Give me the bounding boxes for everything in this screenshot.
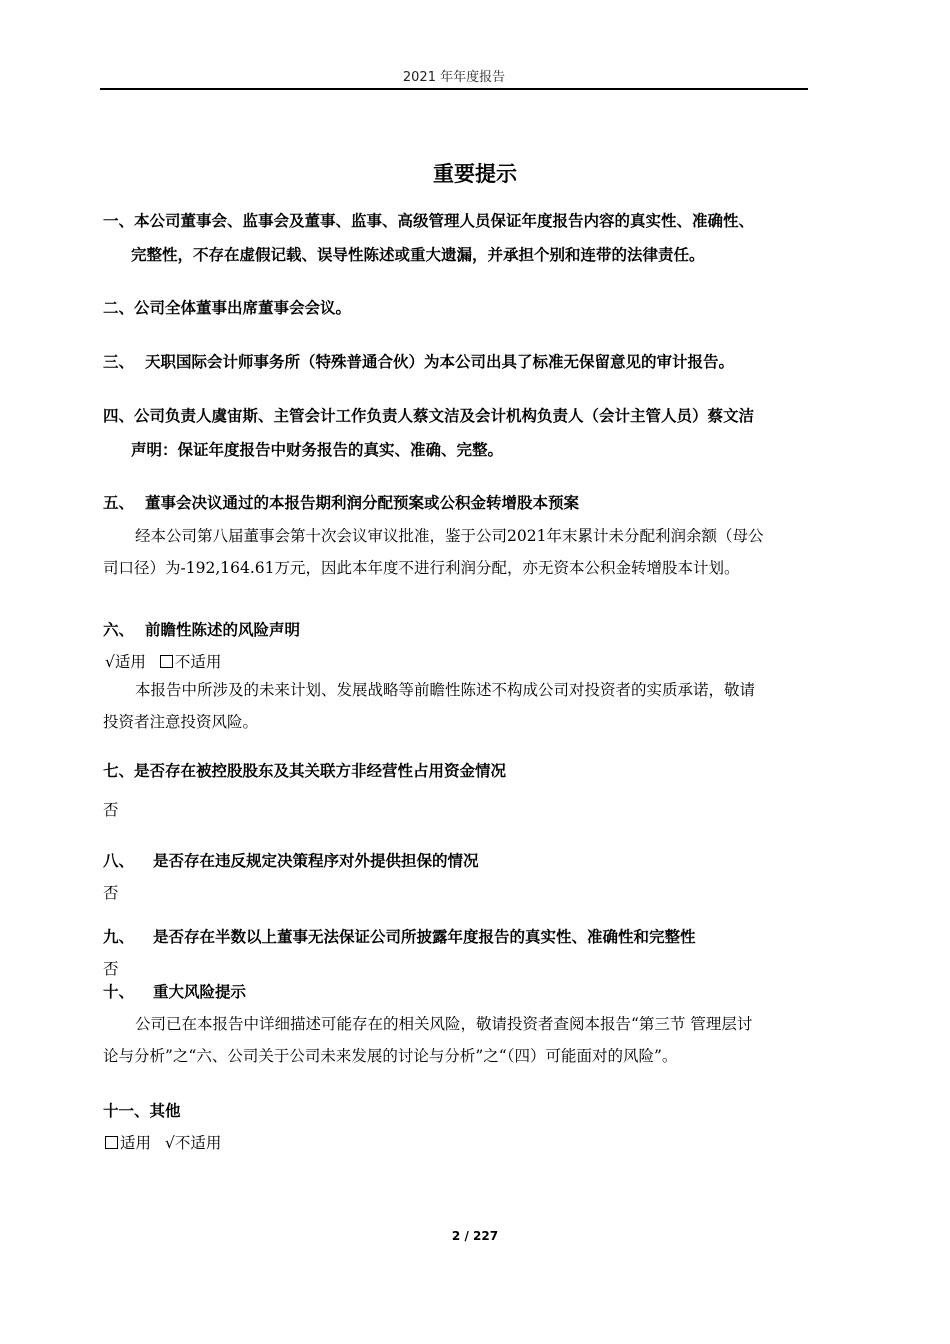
page-number: 2 / 227 (451, 1229, 499, 1243)
section-7-number: 七、 (103, 762, 135, 780)
section-9 (103, 920, 696, 954)
section-9-text: 是否存在半数以上董事无法保证公司所披露年度报告的真实性、准确性和完整性 (153, 928, 696, 946)
checkbox-empty-icon (160, 655, 173, 668)
section-6-body (103, 674, 808, 738)
section-6-applicable: √适用 (105, 653, 146, 671)
section-5 (103, 486, 579, 520)
page-title: 重要提示 (433, 162, 517, 186)
section-6-body-line-1: 本报告中所涉及的未来计划、发展战略等前瞻性陈述不构成公司对投资者的实质承诺，敬请 (135, 681, 756, 699)
section-1-text-cont: 完整性，不存在虚假记载、误导性陈述或重大遗漏，并承担个别和连带的法律责任。 (131, 246, 705, 264)
section-6 (103, 613, 300, 647)
section-6-number: 六、 (103, 621, 135, 639)
section-9-number: 九、 (103, 928, 135, 946)
section-11-applicable: 适用 (120, 1134, 152, 1152)
section-6-not-applicable: 不适用 (174, 653, 222, 671)
section-11-text: 其他 (149, 1102, 181, 1120)
section-4-text-cont: 声明：保证年度报告中财务报告的真实、准确、完整。 (131, 441, 504, 459)
section-7-answer: 否 (103, 801, 119, 819)
section-5-body-line-1: 经本公司第八届董事会第十次会议审议批准，鉴于公司2021年末累计未分配利润余额（母公 (135, 527, 764, 545)
section-1 (103, 204, 754, 272)
header-rule (100, 88, 808, 90)
section-9-answer: 否 (103, 960, 119, 978)
section-1-number: 一、 (103, 212, 135, 230)
section-4-number: 四、 (103, 407, 135, 425)
section-5-body (103, 520, 808, 584)
section-10-body-line-2: 论与分析”之“六、公司关于公司未来发展的讨论与分析”之“（四）可能面对的风险”。 (103, 1047, 678, 1065)
section-6-text: 前瞻性陈述的风险声明 (145, 621, 301, 639)
checkbox-empty-icon (105, 1136, 118, 1149)
section-2 (103, 291, 351, 325)
section-8-number: 八、 (103, 852, 135, 870)
section-11-applicability (105, 1131, 221, 1155)
section-4 (103, 399, 754, 467)
section-3-number: 三、 (103, 353, 135, 371)
section-5-number: 五、 (103, 494, 135, 512)
section-6-body-line-2: 投资者注意投资风险。 (103, 713, 259, 731)
section-6-applicability (105, 650, 221, 674)
section-10-body (103, 1008, 808, 1072)
section-8 (103, 844, 479, 878)
section-8-text: 是否存在违反规定决策程序对外提供担保的情况 (153, 852, 479, 870)
section-11-not-applicable: √不适用 (165, 1134, 222, 1152)
section-1-text: 本公司董事会、监事会及董事、监事、高级管理人员保证年度报告内容的真实性、准确性、 (134, 212, 755, 230)
section-11-number: 十一、 (103, 1102, 150, 1120)
section-10 (103, 975, 246, 1009)
section-10-body-line-1: 公司已在本报告中详细描述可能存在的相关风险，敬请投资者查阅本报告“第三节 管理层讨 (135, 1015, 753, 1033)
section-2-text: 公司全体董事出席董事会会议。 (134, 299, 352, 317)
section-7 (103, 754, 506, 788)
section-5-text: 董事会决议通过的本报告期利润分配预案或公积金转增股本预案 (145, 494, 580, 512)
section-7-text: 是否存在被控股股东及其关联方非经营性占用资金情况 (134, 762, 507, 780)
section-3-text: 天职国际会计师事务所（特殊普通合伙）为本公司出具了标准无保留意见的审计报告。 (145, 353, 735, 371)
section-10-number: 十、 (103, 983, 135, 1001)
section-11 (103, 1094, 181, 1128)
section-10-text: 重大风险提示 (153, 983, 247, 1001)
section-8-answer: 否 (103, 884, 119, 902)
section-3 (103, 345, 734, 379)
section-5-body-line-2: 司口径）为-192,164.61万元，因此本年度不进行利润分配，亦无资本公积金转增股本计划。 (103, 559, 740, 577)
section-4-text: 公司负责人虞宙斯、主管会计工作负责人蔡文洁及会计机构负责人（会计主管人员）蔡文洁 (134, 407, 755, 425)
section-2-number: 二、 (103, 299, 135, 317)
running-header: 2021 年年度报告 (402, 70, 506, 85)
